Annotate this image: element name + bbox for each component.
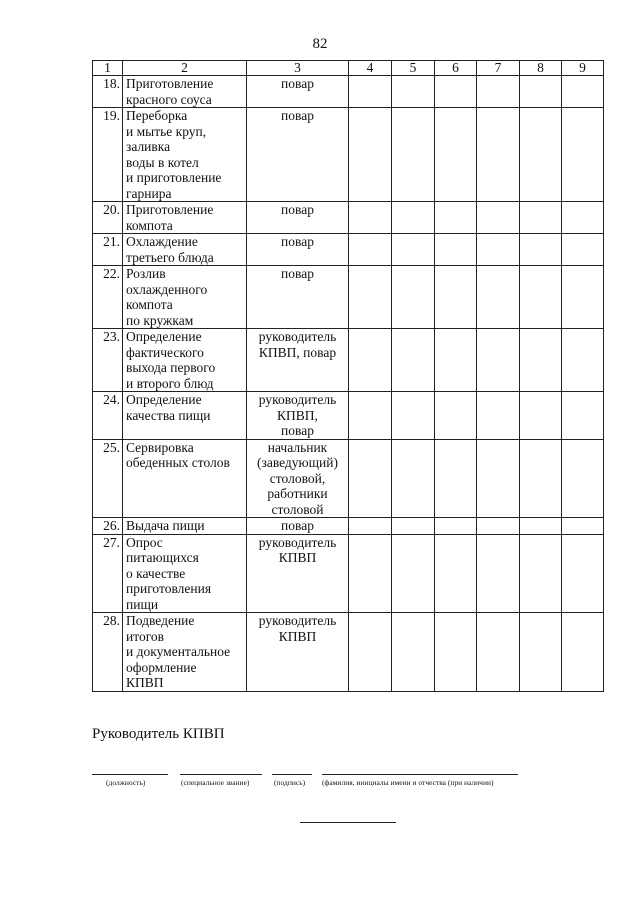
row-number: 21. (93, 234, 123, 266)
role-line: работники (267, 486, 328, 501)
column-header: 3 (247, 61, 349, 76)
empty-cell (349, 392, 392, 440)
task-line: Подведение (126, 613, 195, 628)
empty-cell (392, 108, 435, 202)
column-header: 8 (520, 61, 562, 76)
end-rule (300, 822, 396, 823)
row-number: 23. (93, 329, 123, 392)
row-number: 19. (93, 108, 123, 202)
empty-cell (477, 518, 520, 535)
task-line: по кружкам (126, 312, 194, 328)
table-row (93, 266, 604, 329)
empty-cell (435, 108, 477, 202)
task-line: выхода первого (126, 360, 216, 375)
empty-cell (435, 76, 477, 108)
task-line: фактического (126, 344, 204, 360)
task-line: воды в котел (126, 154, 199, 170)
empty-cell (520, 518, 562, 535)
task-line: Охлаждение (126, 234, 198, 249)
empty-cell (520, 439, 562, 518)
empty-cell (520, 108, 562, 202)
empty-cell (520, 392, 562, 440)
empty-cell (349, 76, 392, 108)
empty-cell (435, 392, 477, 440)
empty-cell (477, 329, 520, 392)
role-cell (247, 439, 349, 518)
page-number: 82 (312, 36, 328, 52)
task-cell (123, 329, 247, 392)
empty-cell (435, 439, 477, 518)
empty-cell (562, 329, 604, 392)
row-number: 28. (93, 613, 123, 692)
empty-cell (349, 329, 392, 392)
position-signature-line (92, 774, 168, 775)
task-line: и приготовление (126, 170, 222, 185)
empty-cell (349, 613, 392, 692)
column-header: 4 (349, 61, 392, 76)
role-line: столовой (271, 501, 324, 517)
empty-cell (349, 202, 392, 234)
name-caption: (фамилия, инициалы имени и отчества (при наличии) (322, 778, 494, 787)
empty-cell (477, 76, 520, 108)
rank-caption: (специальное звание) (181, 778, 250, 787)
task-line: Переборка (126, 108, 188, 123)
task-line: КПВП (126, 675, 164, 690)
table-row (93, 329, 604, 392)
role-cell (247, 534, 349, 613)
task-line: и второго блюд (126, 375, 214, 391)
empty-cell (520, 613, 562, 692)
task-line: Опрос (126, 534, 163, 550)
role-line: руководитель (258, 329, 337, 344)
empty-cell (392, 329, 435, 392)
task-line: Приготовление (126, 76, 214, 91)
column-header: 6 (435, 61, 477, 76)
empty-cell (562, 108, 604, 202)
task-line: итогов (126, 628, 165, 644)
empty-cell (562, 202, 604, 234)
role-cell (247, 76, 349, 108)
role-line: КПВП (278, 628, 317, 644)
role-line: повар (281, 234, 314, 249)
task-cell (123, 202, 247, 234)
task-line: о качестве (126, 565, 186, 581)
task-line: заливка (126, 139, 171, 154)
table-row (93, 76, 604, 108)
column-header: 5 (392, 61, 435, 76)
task-line: оформление (126, 659, 197, 675)
empty-cell (349, 266, 392, 329)
row-number: 18. (93, 76, 123, 108)
row-number: 20. (93, 202, 123, 234)
name-signature-line (322, 774, 518, 775)
task-line: и мытье круп, (126, 123, 207, 139)
empty-cell (392, 613, 435, 692)
signature-line (272, 774, 312, 775)
empty-cell (562, 234, 604, 266)
empty-cell (562, 534, 604, 613)
role-line: повар (281, 202, 314, 217)
empty-cell (392, 392, 435, 440)
role-cell (247, 392, 349, 440)
row-number: 27. (93, 534, 123, 613)
empty-cell (477, 108, 520, 202)
schedule-table (92, 60, 604, 692)
role-line: повар (281, 518, 314, 533)
task-line: пищи (126, 596, 159, 612)
empty-cell (477, 392, 520, 440)
role-line: повар (281, 266, 314, 281)
empty-cell (435, 613, 477, 692)
role-cell (247, 266, 349, 329)
row-number: 24. (93, 392, 123, 440)
empty-cell (520, 534, 562, 613)
empty-cell (477, 534, 520, 613)
task-line: Выдача пищи (126, 518, 205, 533)
role-line: руководитель (258, 392, 337, 407)
role-line: руководитель (258, 534, 337, 550)
rank-signature-line (180, 774, 262, 775)
task-cell (123, 392, 247, 440)
task-line: приготовления (126, 581, 212, 596)
table-row (93, 108, 604, 202)
table-row (93, 613, 604, 692)
empty-cell (562, 392, 604, 440)
task-line: питающихся (126, 550, 199, 565)
task-line: красного соуса (126, 91, 212, 107)
role-cell (247, 234, 349, 266)
empty-cell (392, 534, 435, 613)
task-line: третьего блюда (126, 249, 214, 265)
empty-cell (392, 518, 435, 535)
empty-cell (562, 613, 604, 692)
role-line: КПВП, повар (258, 344, 337, 360)
empty-cell (392, 439, 435, 518)
task-cell (123, 234, 247, 266)
column-header: 9 (562, 61, 604, 76)
task-line: Определение (126, 329, 202, 344)
task-cell (123, 534, 247, 613)
empty-cell (392, 234, 435, 266)
task-line: гарнира (126, 185, 172, 201)
task-cell (123, 266, 247, 329)
empty-cell (520, 76, 562, 108)
task-cell (123, 76, 247, 108)
empty-cell (477, 202, 520, 234)
empty-cell (349, 439, 392, 518)
empty-cell (349, 234, 392, 266)
task-cell (123, 108, 247, 202)
empty-cell (520, 266, 562, 329)
role-cell (247, 108, 349, 202)
empty-cell (392, 76, 435, 108)
empty-cell (477, 266, 520, 329)
empty-cell (562, 518, 604, 535)
empty-cell (520, 234, 562, 266)
row-number: 25. (93, 439, 123, 518)
task-line: Приготовление (126, 202, 214, 217)
table-row (93, 439, 604, 518)
empty-cell (562, 266, 604, 329)
task-cell (123, 439, 247, 518)
empty-cell (562, 439, 604, 518)
task-line: Определение (126, 392, 202, 407)
row-number: 26. (93, 518, 123, 535)
role-line: руководитель (258, 613, 337, 628)
role-line: повар (281, 108, 314, 123)
empty-cell (392, 266, 435, 329)
task-line: Сервировка (126, 439, 194, 455)
task-line: и документальное (126, 644, 231, 659)
role-line: КПВП, (277, 407, 318, 423)
task-line: охлажденного (126, 281, 208, 297)
task-line: компота (126, 297, 173, 312)
role-line: повар (281, 76, 314, 91)
task-line: Розлив (126, 266, 166, 281)
task-cell (123, 518, 247, 535)
empty-cell (477, 613, 520, 692)
position-caption: (должность) (106, 778, 146, 787)
task-line: качества пищи (126, 407, 211, 423)
empty-cell (520, 329, 562, 392)
empty-cell (349, 108, 392, 202)
role-line: столовой, (269, 470, 326, 486)
table-row (93, 202, 604, 234)
empty-cell (477, 439, 520, 518)
table-row (93, 518, 604, 535)
table-row (93, 392, 604, 440)
signature-caption: (подпись) (274, 778, 306, 787)
table-row (93, 234, 604, 266)
role-line: (заведующий) (257, 455, 338, 470)
empty-cell (562, 76, 604, 108)
empty-cell (435, 202, 477, 234)
row-number: 22. (93, 266, 123, 329)
column-header: 1 (93, 61, 123, 76)
task-cell (123, 613, 247, 692)
empty-cell (349, 534, 392, 613)
empty-cell (435, 234, 477, 266)
column-header: 7 (477, 61, 520, 76)
empty-cell (435, 518, 477, 535)
role-cell (247, 329, 349, 392)
task-line: обеденных столов (126, 455, 230, 470)
role-line: повар (281, 423, 314, 438)
header-row (93, 61, 604, 76)
role-cell (247, 202, 349, 234)
empty-cell (477, 234, 520, 266)
empty-cell (520, 202, 562, 234)
empty-cell (435, 534, 477, 613)
role-cell (247, 518, 349, 535)
role-line: начальник (267, 439, 328, 455)
footer-title: Руководитель КПВП (92, 726, 225, 742)
role-cell (247, 613, 349, 692)
empty-cell (349, 518, 392, 535)
table-row (93, 534, 604, 613)
column-header: 2 (123, 61, 247, 76)
empty-cell (435, 266, 477, 329)
empty-cell (435, 329, 477, 392)
empty-cell (392, 202, 435, 234)
role-line: КПВП (278, 550, 317, 565)
task-line: компота (126, 217, 173, 233)
